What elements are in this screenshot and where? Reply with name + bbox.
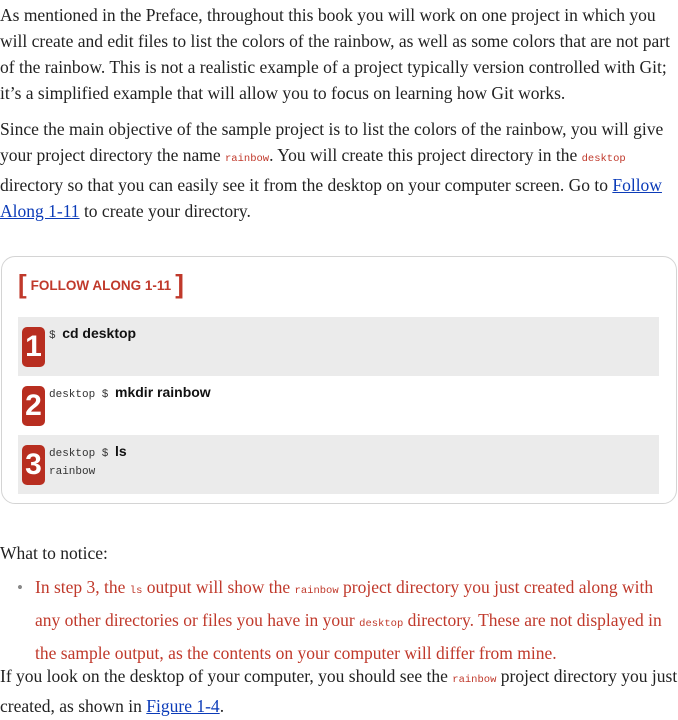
follow-along-title	[18, 271, 184, 297]
shell-prompt: desktop $	[49, 448, 116, 460]
shell-command: ls	[115, 443, 127, 459]
step-command-line	[49, 443, 127, 460]
shell-prompt: desktop $	[49, 389, 116, 401]
step-2	[18, 376, 659, 435]
shell-command: mkdir rainbow	[115, 384, 211, 400]
notice-heading: What to notice:	[0, 543, 108, 563]
directory-name-paragraph: Since the main objective of the sample project is to list the colors of the rainbow, you will give your project directory the name rainbow. You will create this project directory in the desktop directory so that you can easily see it from the desktop on your computer screen. Go to Follow Along 1-11 to create your directory.	[0, 119, 664, 221]
inline-code-desktop: desktop	[581, 153, 626, 165]
bracket-close: ]	[175, 269, 184, 299]
inline-code-rainbow: rainbow	[294, 585, 339, 597]
notice-list	[0, 573, 678, 668]
shell-command: cd desktop	[62, 325, 137, 341]
shell-prompt: $	[49, 330, 63, 342]
follow-along-heading: FOLLOW ALONG 1-11	[30, 278, 172, 294]
step-command-line	[49, 384, 211, 401]
list-item: • In step 3, the ls output will show the rainbow project directory you just created along with any other directories or files you have in your desktop directory. These are not displayed in the sample output, as the contents on your computer will differ from mine.	[0, 573, 678, 668]
step-number-badge: 1	[22, 327, 45, 367]
step-1	[18, 317, 659, 376]
step-number-badge: 3	[22, 445, 45, 485]
inline-code-ls: ls	[129, 585, 143, 597]
step-number-badge: 2	[22, 386, 45, 426]
closing-paragraph: If you look on the desktop of your computer, you should see the rainbow project directory you just created, as shown in Figure 1-4.	[0, 666, 678, 716]
command-output: rainbow	[49, 466, 96, 478]
step-command-line	[49, 325, 136, 342]
bullet-icon: •	[17, 578, 23, 597]
bracket-open: [	[18, 269, 27, 299]
inline-code-rainbow: rainbow	[224, 153, 270, 165]
follow-along-link[interactable]: Follow Along 1-11	[0, 175, 662, 221]
inline-code-rainbow: rainbow	[452, 674, 497, 686]
figure-link[interactable]: Figure 1-4	[146, 696, 220, 716]
step-3	[18, 435, 659, 494]
inline-code-desktop: desktop	[359, 618, 404, 630]
intro-paragraph: As mentioned in the Preface, throughout this book you will work on one project in which you will create and edit files to list the colors of the rainbow, as well as some colors that are not part of the rainbow. This is not a realistic example of a project typically version controlled with Git; it’s a simplified example that will allow you to focus on learning how Git works.	[0, 5, 670, 103]
